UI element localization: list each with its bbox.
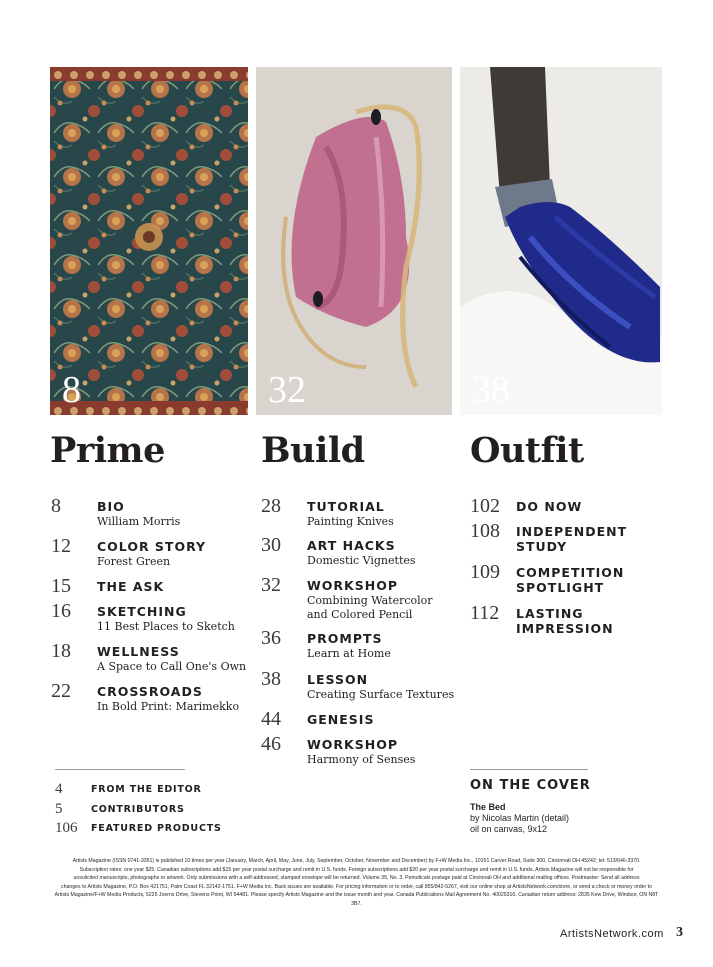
toc-subtitle: Combining Watercolor <box>307 594 433 607</box>
toc-heading: LASTING <box>516 606 584 621</box>
toc-subtitle: In Bold Print: Marimekko <box>97 700 240 713</box>
toc-page-number: 112 <box>470 602 500 624</box>
toc-heading: GENESIS <box>307 712 375 727</box>
department-page-number: 5 <box>55 801 63 817</box>
toc-page-number: 38 <box>261 668 281 690</box>
toc-page-number: 44 <box>261 708 281 730</box>
toc-heading: WORKSHOP <box>307 578 398 593</box>
page-folio: 3 <box>676 925 683 940</box>
toc-page-number: 18 <box>51 640 71 662</box>
toc-subtitle: A Space to Call One's Own <box>97 660 247 673</box>
toc-subtitle: Learn at Home <box>307 647 391 660</box>
toc-subtitle: Harmony of Senses <box>307 753 416 766</box>
page-number-32: 32 <box>268 369 306 411</box>
fabric-still-life-image <box>256 67 452 415</box>
department-page-number: 106 <box>55 820 78 836</box>
toc-subtitle: Creating Surface Textures <box>307 688 455 701</box>
toc-heading-line-2: SPOTLIGHT <box>516 580 605 595</box>
department-label: FEATURED PRODUCTS <box>91 823 222 834</box>
toc-page-number: 22 <box>51 680 71 702</box>
fine-print-line: Artists Magazine/F+W Media Products, 5225 Joerns Drive, Stevens Point, WI 54481. Please specify Artists Magazine and the issue month and year. Canada Publications Mail Agreement No. 40025316. Canadian return address: 2835 Kew Drive, Windsor, ON N8T 3B7. <box>54 892 659 907</box>
toc-subtitle: 11 Best Places to Sketch <box>97 620 235 633</box>
toc-page-number: 28 <box>261 495 281 517</box>
toc-page-number: 12 <box>51 535 71 557</box>
toc-heading-line-2: IMPRESSION <box>516 621 614 636</box>
feature-image-fabric-still-life <box>256 67 452 415</box>
toc-page-number: 102 <box>470 495 500 517</box>
toc-page-number: 16 <box>51 600 71 622</box>
toc-heading: SKETCHING <box>97 604 187 619</box>
toc-heading: COLOR STORY <box>97 539 207 554</box>
fine-print-line: Subscription rates: one year $25. Canadian subscriptions add $15 per year postal surcharge and remit in U.S. funds. Foreign subscriptions add $20 per year postal surcharge and remit in U.S. funds. Artists Magazine will not be responsible for <box>79 866 634 873</box>
toc-page-number: 32 <box>261 574 281 596</box>
cover-artwork-title: The Bed <box>470 802 506 812</box>
page-number-8: 8 <box>62 369 81 411</box>
website-link[interactable]: ArtistsNetwork.com <box>560 928 664 940</box>
department-label: FROM THE EDITOR <box>91 784 202 795</box>
toc-heading: ART HACKS <box>307 538 396 553</box>
toc-heading: TUTORIAL <box>307 499 385 514</box>
toc-heading: WELLNESS <box>97 644 180 659</box>
toc-subtitle: Domestic Vignettes <box>307 554 416 567</box>
department-page-number: 4 <box>55 781 63 797</box>
toc-heading: COMPETITION <box>516 565 625 580</box>
toc-page-number: 30 <box>261 534 281 556</box>
toc-heading: INDEPENDENT <box>516 524 628 539</box>
toc-heading: PROMPTS <box>307 631 383 646</box>
cover-divider <box>470 769 588 770</box>
cover-medium: oil on canvas, 9x12 <box>470 824 548 834</box>
on-the-cover-heading: ON THE COVER <box>470 778 591 793</box>
toc-page-number: 15 <box>51 575 71 597</box>
toc-subtitle: William Morris <box>97 515 181 528</box>
palette-knife-image <box>460 67 662 415</box>
feature-image-william-morris <box>50 67 248 415</box>
fine-print-line: changes to Artists Magazine, P.O. Box 421751, Palm Coast FL 32142-1751. F+W Media Inc. Back issues are available. For pricing information or to order, call 855/842-5267, visit our online shop at ArtistsNetwork.com/store, or send a check or money order to <box>61 883 652 890</box>
toc-page-number: 109 <box>470 561 500 583</box>
page-number-38: 38 <box>472 369 510 411</box>
section-title-build: Build <box>261 430 365 471</box>
departments-divider <box>55 769 185 770</box>
toc-page-number: 46 <box>261 733 281 755</box>
toc-page-number: 108 <box>470 520 500 542</box>
toc-heading-line-2: STUDY <box>516 539 568 554</box>
toc-heading: THE ASK <box>97 579 165 594</box>
feature-image-palette-knife <box>460 67 662 415</box>
department-label: CONTRIBUTORS <box>91 804 185 815</box>
toc-subtitle: Forest Green <box>97 555 171 568</box>
morris-textile-image <box>50 67 248 415</box>
cover-artist-credit: by Nicolas Martin (detail) <box>470 813 570 823</box>
toc-page-number: 8 <box>51 495 61 517</box>
publication-fine-print <box>50 857 663 908</box>
section-title-outfit: Outfit <box>470 430 584 471</box>
toc-heading: BIO <box>97 499 125 514</box>
fine-print-line: unsolicited manuscripts, photographs or artwork. Only submissions with a self-addressed, stamped envelope will be returned. Volume 35, No. 3. Periodicals postage paid at Cincinnati OH and additional mailing offices. Postmaster: Send all address <box>73 875 640 881</box>
toc-subtitle-line-2: and Colored Pencil <box>307 608 413 621</box>
fine-print-line: Artists Magazine (ISSN 0741-3351) is published 10 times per year (January, March, April, May, June, July, September, October, November and December) by F+W Media Inc., 10151 Carver Road, Suite 300, Cincinnati OH 45242; tel: 513/646-3370. <box>72 858 641 864</box>
section-title-prime: Prime <box>50 430 165 471</box>
toc-heading: CROSSROADS <box>97 684 203 699</box>
toc-heading: WORKSHOP <box>307 737 398 752</box>
toc-page-number: 36 <box>261 627 281 649</box>
toc-subtitle: Painting Knives <box>307 515 394 528</box>
toc-heading: LESSON <box>307 672 369 687</box>
toc-heading: DO NOW <box>516 499 583 514</box>
